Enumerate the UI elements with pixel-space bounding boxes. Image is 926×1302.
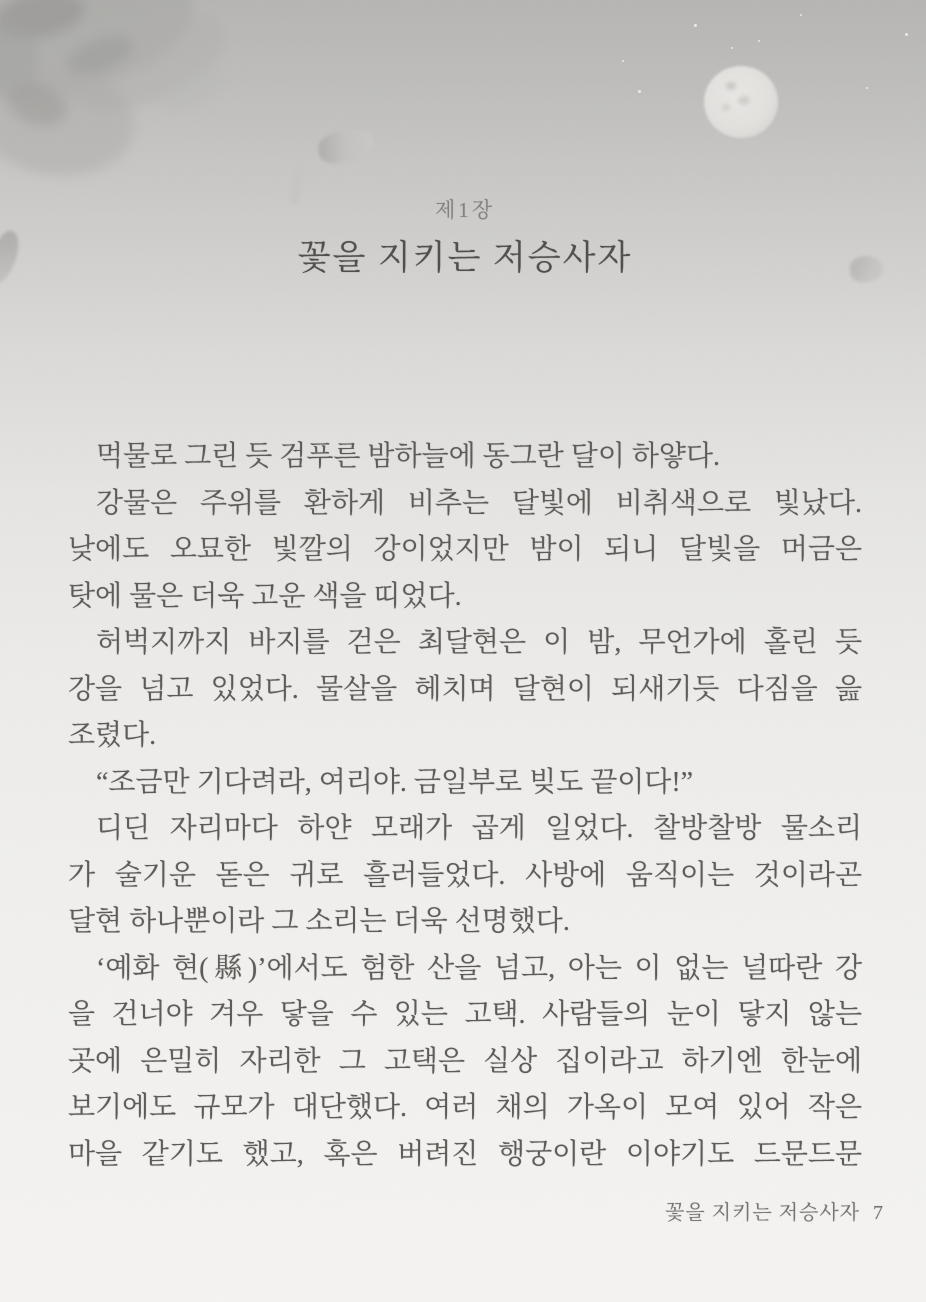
body-line: 조렸다. — [68, 720, 157, 751]
chapter-title: 꽃을 지키는 저승사자 — [297, 240, 633, 277]
running-title: 꽃을 지키는 저승사자 — [665, 1202, 860, 1224]
full-moon-illustration — [704, 66, 778, 138]
body-line: 디딘 자리마다 하얀 모래가 곱게 일었다. 찰방찰방 물소리 — [96, 813, 862, 844]
moon-crater-speck — [722, 104, 730, 111]
body-line: 곳에 은밀히 자리한 그 고택은 실상 집이라고 하기엔 한눈에 — [68, 1045, 862, 1077]
body-line: 보기에도 규모가 대단했다. 여러 채의 가옥이 모여 있어 작은 — [68, 1092, 862, 1123]
page-footer — [665, 1196, 884, 1225]
star-speck — [800, 14, 802, 16]
moon-crater-speck — [738, 96, 750, 105]
body-line: 달현 하나뿐이라 그 소리는 더욱 선명했다. — [68, 906, 570, 937]
star-speck — [694, 24, 697, 27]
peony-ink-illustration — [0, 0, 300, 210]
body-line: 탓에 물은 더욱 고운 색을 띠었다. — [68, 580, 462, 612]
body-line: 강을 넘고 있었다. 물살을 헤치며 달현이 되새기듯 다짐을 읊 — [68, 673, 862, 705]
star-speck — [758, 40, 760, 42]
body-text-block — [68, 434, 862, 1178]
body-line: 낮에도 오묘한 빛깔의 강이었지만 밤이 되니 달빛을 머금은 — [68, 534, 862, 565]
star-speck — [638, 90, 641, 93]
body-line: “조금만 기다려라, 여리야. 금일부로 빚도 끝이다!” — [96, 766, 694, 798]
body-line: 강물은 주위를 환하게 비추는 달빛에 비취색으로 빛났다. — [96, 487, 862, 519]
moon-crater-speck — [726, 82, 736, 90]
chapter-number-label: 제1장 — [434, 198, 496, 222]
body-line: 을 건너야 겨우 닿을 수 있는 고택. 사람들의 눈이 닿지 않는 — [68, 999, 862, 1030]
body-line: ‘예화 현(縣)’에서도 험한 산을 넘고, 아는 이 없는 널따란 강 — [96, 952, 862, 984]
body-line: 마을 같기도 했고, 혹은 버려진 행궁이란 이야기도 드문드문 — [68, 1138, 862, 1170]
star-speck — [866, 87, 868, 89]
star-speck — [731, 47, 733, 49]
body-line: 먹물로 그린 듯 검푸른 밤하늘에 동그란 달이 하얗다. — [96, 441, 721, 472]
falling-petal-icon — [315, 125, 376, 168]
star-speck — [905, 33, 908, 36]
star-speck — [622, 60, 624, 62]
body-line: 허벅지까지 바지를 걷은 최달현은 이 밤, 무언가에 홀린 듯 — [96, 627, 862, 658]
body-line: 가 술기운 돋은 귀로 흘러들었다. 사방에 움직이는 것이라곤 — [68, 859, 862, 891]
falling-petal-icon — [0, 228, 25, 287]
page-number: 7 — [873, 1202, 884, 1224]
